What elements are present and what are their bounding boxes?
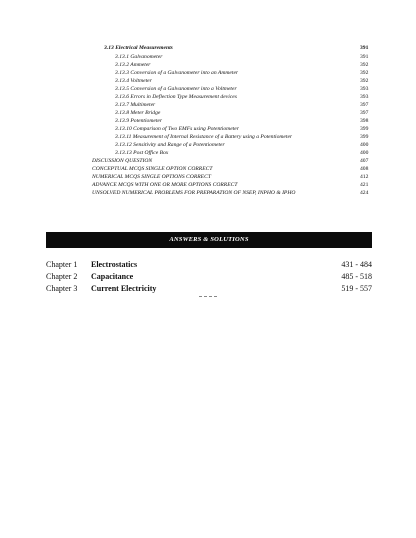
toc-entry-title: UNSOLVED NUMERICAL PROBLEMS FOR PREPARATION OF NSEP, INPHO & IPHO — [92, 190, 296, 196]
toc-entry-title: 3.13.5 Conversion of a Galvanometer into a Voltmeter — [115, 86, 237, 92]
chapter-title: Electrostatics — [91, 260, 138, 269]
chapter-title: Current Electricity — [91, 284, 157, 293]
toc-entry-title: 3.13.2 Ammeter — [115, 62, 151, 68]
toc-entry-page: 399 — [360, 126, 369, 132]
toc-entry-title: 3.13.3 Conversion of a Galvanometer into an Ammeter — [115, 70, 239, 76]
end-separator — [199, 296, 217, 297]
toc-entry-title: 3.13.9 Potentiometer — [115, 118, 163, 124]
toc-entry-page: 393 — [360, 94, 369, 100]
toc-entry-page: 398 — [360, 118, 369, 124]
toc-entry-page: 407 — [360, 158, 369, 164]
toc-entry-title: 3.13.10 Comparison of Two EMFs using Potentiometer — [115, 126, 239, 132]
toc-entry-page: 397 — [360, 110, 369, 116]
toc-entry-page: 399 — [360, 134, 369, 140]
toc-entry-title: 3.13.7 Multimeter — [115, 102, 156, 108]
toc-entry-page: 400 — [360, 142, 369, 148]
chapter-row — [46, 271, 372, 282]
toc-entry-title: NUMERICAL MCQS SINGLE OPTIONS CORRECT — [92, 174, 211, 180]
toc-entry-page: 397 — [360, 102, 369, 108]
toc-entry-title: 3.13.1 Galvanometer — [115, 54, 163, 60]
chapter-number: Chapter 3 — [46, 284, 78, 293]
toc-entry-page: 412 — [360, 174, 369, 180]
toc-entry-title: ADVANCE MCQS WITH ONE OR MORE OPTIONS CORRECT — [92, 182, 238, 188]
toc-entry-page: 400 — [360, 150, 369, 156]
chapter-number: Chapter 2 — [46, 272, 78, 281]
toc-entry-page: 424 — [360, 190, 369, 196]
toc-entry-page: 391 — [360, 45, 369, 51]
toc-entry-title: 3.13.13 Post Office Box — [115, 150, 169, 156]
toc-entry-title: 3.13.4 Voltmeter — [115, 78, 152, 84]
toc-entry-title: 3.13.6 Errors in Deflection Type Measurement devices — [115, 94, 237, 100]
toc-entry-title: 3.13.8 Meter Bridge — [115, 110, 161, 116]
chapter-pages: 485 - 518 — [341, 272, 372, 281]
toc-entry-page: 392 — [360, 78, 369, 84]
chapter-row — [46, 283, 372, 294]
chapter-number: Chapter 1 — [46, 260, 78, 269]
chapter-title: Capacitance — [91, 272, 134, 281]
toc-entry-page: 393 — [360, 86, 369, 92]
chapter-pages: 431 - 484 — [341, 260, 372, 269]
toc-entry-page: 408 — [360, 166, 369, 172]
toc-entry-page: 392 — [360, 70, 369, 76]
toc-entry-title: DISCUSSION QUESTION — [92, 158, 153, 164]
toc-entry-page: 421 — [360, 182, 369, 188]
toc-entry-title: 3.13.11 Measurement of Internal Resistance of a Battery using a Potentiometer — [115, 134, 293, 140]
chapter-pages: 519 - 557 — [341, 284, 372, 293]
answers-solutions-banner: ANSWERS & SOLUTIONS — [46, 232, 372, 248]
chapter-row — [46, 259, 372, 270]
toc-entry-page: 392 — [360, 62, 369, 68]
toc-entry-title: CONCEPTUAL MCQS SINGLE OPTION CORRECT — [92, 166, 213, 172]
toc-entry-title: 3.13 Electrical Measurements — [104, 45, 173, 51]
toc-entry-title: 3.13.12 Sensitivity and Range of a Potentiometer — [115, 142, 225, 148]
toc-entry-page: 391 — [360, 54, 369, 60]
